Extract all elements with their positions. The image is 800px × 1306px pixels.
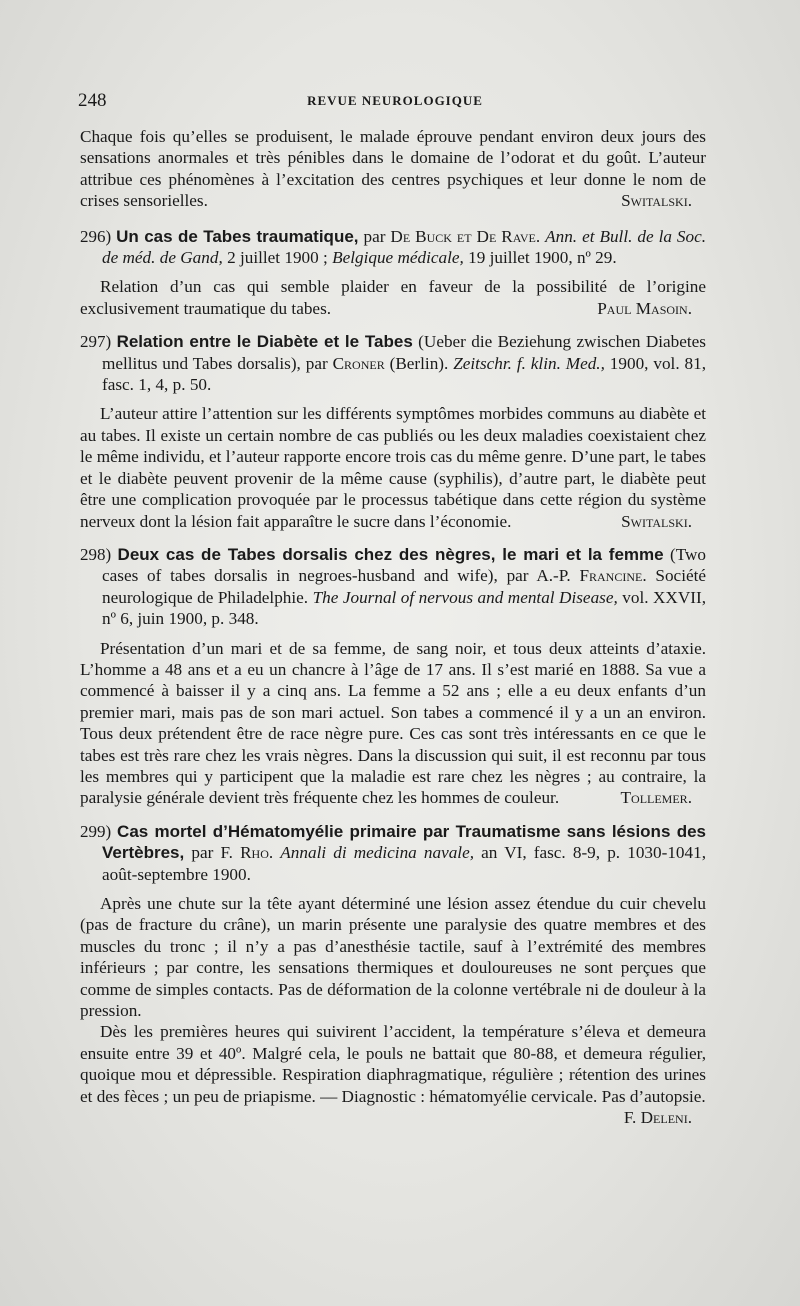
entry-title: Cas mortel d’Hématomyélie primaire par Traumatisme sans lésions des Vertèbres, [102, 821, 706, 863]
entry-title: Relation entre le Diabète et le Tabes [116, 332, 413, 352]
entry-number: 299) [80, 821, 112, 841]
entry-297 [80, 331, 706, 532]
entry-paragraph: L’auteur attire l’attention sur les différents symptômes morbides communs au diabète et au tabes. Il existe un certain nombre de cas publiés ou les deux maladies coexistaient chez le même individu, et l’auteur rapporte encore trois cas du même genre. D’une part, le tabes et le diabète peuvent provenir de la même cause (syphilis), d’autre part, le diabète peut être une complication provoquée par le processus tabétique dans cette région du système nerveux dont la lésion fait apparaître le sucre dans l’économie. Switalski. [80, 404, 706, 531]
entry-citation: 299) Cas mortel d’Hématomyélie primaire par Traumatisme sans lésions des Vertèbres, par F. Rho. Annali di medicina navale, an VI, fasc. 8-9, p. 1030-1041, août-septembre 1900. [80, 821, 706, 884]
signature: Paul Masoin. [597, 298, 692, 318]
entry-journal-2: Belgique médicale, [332, 248, 464, 268]
entry-journal: Annali di medicina navale, [280, 843, 475, 863]
entry-296 [80, 226, 706, 320]
entry-paragraph: Présentation d’un mari et de sa femme, de sang noir, et tous deux atteints d’ataxie. L’homme a 48 ans et a eu un chancre à l’âge de 17 ans. Il s’est marié en 1888. Sa vue a commencé à baisser il y a cinq ans. La femme a 52 ans ; elle a eu deux enfants d’un premier mari, mais pas de son mari actuel. Son tabes a commencé il y a un an environ. Tous deux prétendent être de race nègre pure. Ces cas sont très intéressants en ce que le tabes est très rare chez les vrais nègres. Dans la discussion qui suit, il est reconnu par tous les membres qui y participent que la maladie est rare chez les nègres ; au contraire, la paralysie générale devient très fréquente chez les hommes de couleur. Tollemer. [80, 638, 706, 808]
signature: F. Deleni. [623, 1108, 692, 1128]
entry-citation: 298) Deux cas de Tabes dorsalis chez des nègres, le mari et la femme (Two cases of tabes dorsalis in negroes-husband and wife), par A.-P. Francine. Société neurologique de Philadelphie. The Journal of nervous and mental Disease, vol. XXVII, nº 6, juin 1900, p. 348. [80, 544, 707, 629]
entry-paragraph: Après une chute sur la tête ayant déterminé une lésion assez étendue du cuir chevelu (pas de fracture du crâne), un marin présente une paralysie des quatre membres et des muscles du tronc ; il n’y a pas d’anesthésie tactile, sauf à l’extrémité des membres inférieurs ; par contre, les sensations thermiques et douloureuses ne sont perçues que comme de simples contacts. Pas de déformation de la colonne vertébrale ni de douleur à la pression. [80, 894, 706, 1021]
entry-number: 296) [80, 226, 112, 246]
entry-number: 297) [80, 332, 112, 352]
entry-journal: Ann. et Bull. de la Soc. de méd. de Gand, [102, 226, 707, 268]
entry-authors: Francine [579, 566, 643, 586]
entry-authors: Croner [332, 353, 385, 373]
signature: Switalski. [621, 191, 692, 211]
running-title: REVUE NEUROLOGIQUE [307, 93, 483, 108]
entry-citation: 296) Un cas de Tabes traumatique, par De Buck et De Rave. Ann. et Bull. de la Soc. de méd. de Gand, 2 juillet 1900 ; Belgique médicale, 19 juillet 1900, nº 29. [80, 226, 707, 268]
entry-title: Deux cas de Tabes dorsalis chez des nègres, le mari et la femme [117, 544, 664, 564]
entry-citation: 297) Relation entre le Diabète et le Tabes (Ueber die Beziehung zwischen Diabetes mellitus und Tabes dorsalis), par Croner (Berlin). Zeitschr. f. klin. Med., 1900, vol. 81, fasc. 1, 4, p. 50. [80, 332, 706, 395]
entry-299 [80, 821, 706, 1129]
page-header [78, 90, 712, 112]
entry-journal: The Journal of nervous and mental Disease, [312, 587, 618, 607]
page-number: 248 [78, 90, 107, 111]
entry-journal: Zeitschr. f. klin. Med., [453, 353, 605, 373]
entry-authors: De Buck et De Rave [390, 226, 536, 246]
entry-authors: Rho [240, 843, 269, 863]
signature: Tollemer. [620, 788, 692, 808]
entry-number: 298) [80, 544, 112, 564]
entry-paragraph: Relation d’un cas qui semble plaider en faveur de la possibilité de l’origine exclusivement traumatique du tabes. Paul Masoin. [80, 277, 706, 318]
page-body [80, 126, 706, 1128]
entry-title: Un cas de Tabes traumatique, [116, 226, 359, 246]
signature: Switalski. [621, 511, 692, 531]
intro-block [80, 126, 706, 212]
intro-paragraph: Chaque fois qu’elles se produisent, le malade éprouve pendant environ deux jours des sensations anormales et très pénibles dans le domaine de l’odorat et du goût. L’auteur attribue ces phénomènes à l’excitation des centres psychiques et leur donne le nom de crises sensorielles. Switalski. [80, 127, 706, 211]
entry-298 [80, 544, 706, 809]
entry-paragraph: Dès les premières heures qui suivirent l’accident, la température s’éleva et demeura ensuite entre 39 et 40º. Malgré cela, le pouls ne battait que 80-88, et demeura régulier, quoique mou et dépressible. Respiration diaphragmatique, régulière ; rétention des urines et des fèces ; un peu de priapisme. — Diagnostic : hématomyélie cervicale. Pas d’autopsie. F. Deleni. [80, 1022, 706, 1128]
